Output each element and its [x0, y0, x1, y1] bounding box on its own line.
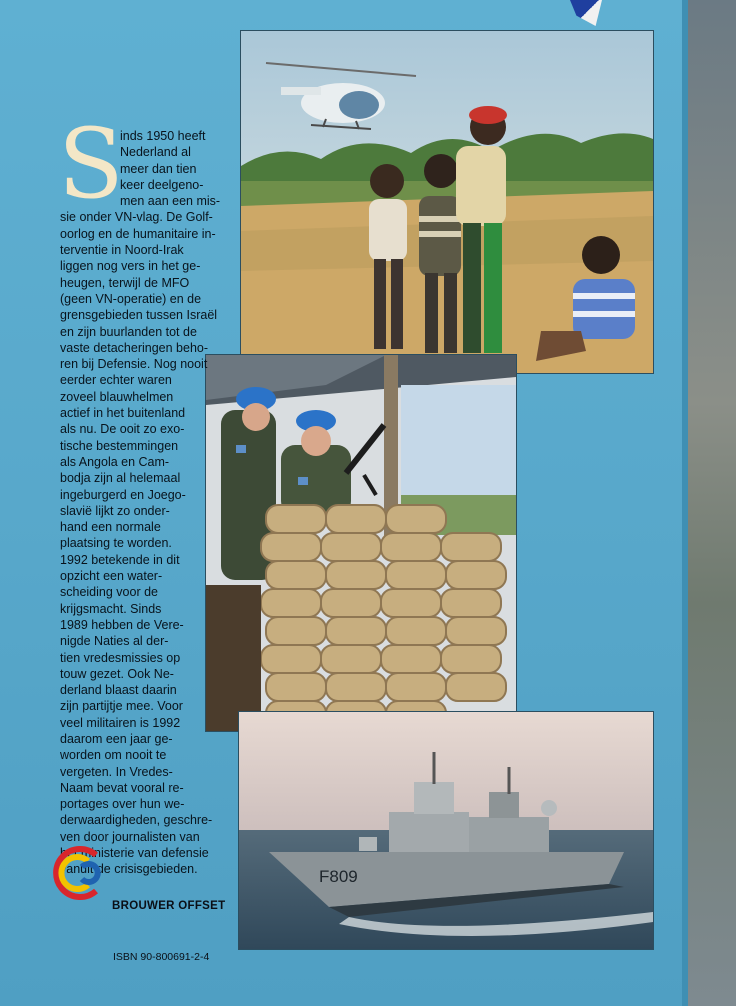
- frigate-illustration: [239, 712, 653, 949]
- intro-line: het ministerie van defensie: [60, 846, 209, 861]
- drop-cap: S: [58, 108, 124, 220]
- intro-line: daarom een jaar ge-: [60, 731, 173, 746]
- intro-line: inds 1950 heeft: [120, 129, 206, 143]
- photo-children-helicopter: [240, 30, 654, 374]
- brouwer-offset-logo-icon: [52, 845, 108, 901]
- intro-line: eerder echter waren: [60, 373, 172, 388]
- cover-edge: [682, 0, 688, 1006]
- intro-line: tische bestemmingen: [60, 438, 179, 453]
- intro-line: 1989 hebben de Vere-: [60, 617, 184, 632]
- intro-line: liggen nog vers in het ge-: [60, 259, 201, 274]
- intro-line: portages over hun we-: [60, 797, 185, 812]
- intro-line: Nederland al: [120, 145, 191, 160]
- intro-line: vanuit de crisisgebieden.: [60, 862, 198, 877]
- intro-line: oorlog en de humanitaire in-: [60, 226, 216, 241]
- intro-line: terventie in Noord-Irak: [60, 243, 184, 258]
- intro-line: vaste detacheringen beho-: [60, 340, 209, 355]
- intro-line: ren bij Defensie. Nog nooit: [60, 357, 208, 372]
- intro-line: als nu. De ooit zo exo-: [60, 422, 185, 437]
- intro-line: vergeten. In Vredes-: [60, 764, 173, 779]
- intro-line: meer dan tien: [120, 161, 197, 176]
- intro-line: Naam bevat vooral re-: [60, 780, 184, 795]
- book-spine: [682, 0, 736, 1006]
- photo-frigate: [238, 711, 654, 950]
- intro-line: scheiding voor de: [60, 585, 158, 600]
- intro-line: touw gezet. Ook Ne-: [60, 666, 174, 681]
- intro-line: opzicht een water-: [60, 569, 163, 584]
- intro-line: veel militairen is 1992: [60, 715, 181, 730]
- intro-line: ingeburgerd en Joego-: [60, 487, 186, 502]
- intro-line: tien vredesmissies op: [60, 650, 181, 665]
- intro-line: worden om nooit te: [60, 748, 167, 763]
- children-helicopter-illustration: [241, 31, 653, 373]
- intro-line: slavië lijkt zo onder-: [60, 503, 170, 518]
- intro-line: bodja zijn al helemaal: [60, 471, 181, 486]
- intro-line: derland blaast daarin: [60, 683, 177, 698]
- intro-line: grensgebieden tussen Israël: [60, 308, 218, 323]
- intro-line: (geen VN-operatie) en de: [60, 291, 202, 306]
- intro-line: keer deelgeno-: [120, 177, 204, 192]
- intro-line: krijgsmacht. Sinds: [60, 601, 162, 616]
- intro-line: en zijn buurlanden tot de: [60, 324, 197, 339]
- intro-line: ven door journalisten van: [60, 829, 200, 844]
- intro-line: 1992 betekende in dit: [60, 552, 180, 567]
- intro-line: als Angola en Cam-: [60, 454, 170, 469]
- intro-line: nigde Naties al der-: [60, 634, 169, 649]
- intro-line: sie onder VN-vlag. De Golf-: [60, 210, 213, 225]
- hull-number: F809: [319, 867, 358, 886]
- intro-text: [60, 128, 256, 878]
- intro-line: hand een normale: [60, 520, 161, 535]
- intro-line: zoveel blauwhelmen: [60, 389, 174, 404]
- intro-line: men aan een mis-: [120, 194, 221, 209]
- intro-line: actief in het buitenland: [60, 406, 186, 421]
- publisher-name: BROUWER OFFSET: [112, 900, 226, 912]
- intro-line: zijn partijtje mee. Voor: [60, 699, 183, 714]
- intro-line: plaatsing te worden.: [60, 536, 172, 551]
- isbn: ISBN 90-800691-2-4: [113, 951, 210, 963]
- intro-line: heugen, terwijl de MFO: [60, 275, 190, 290]
- intro-line: derwaardigheden, geschre-: [60, 813, 213, 828]
